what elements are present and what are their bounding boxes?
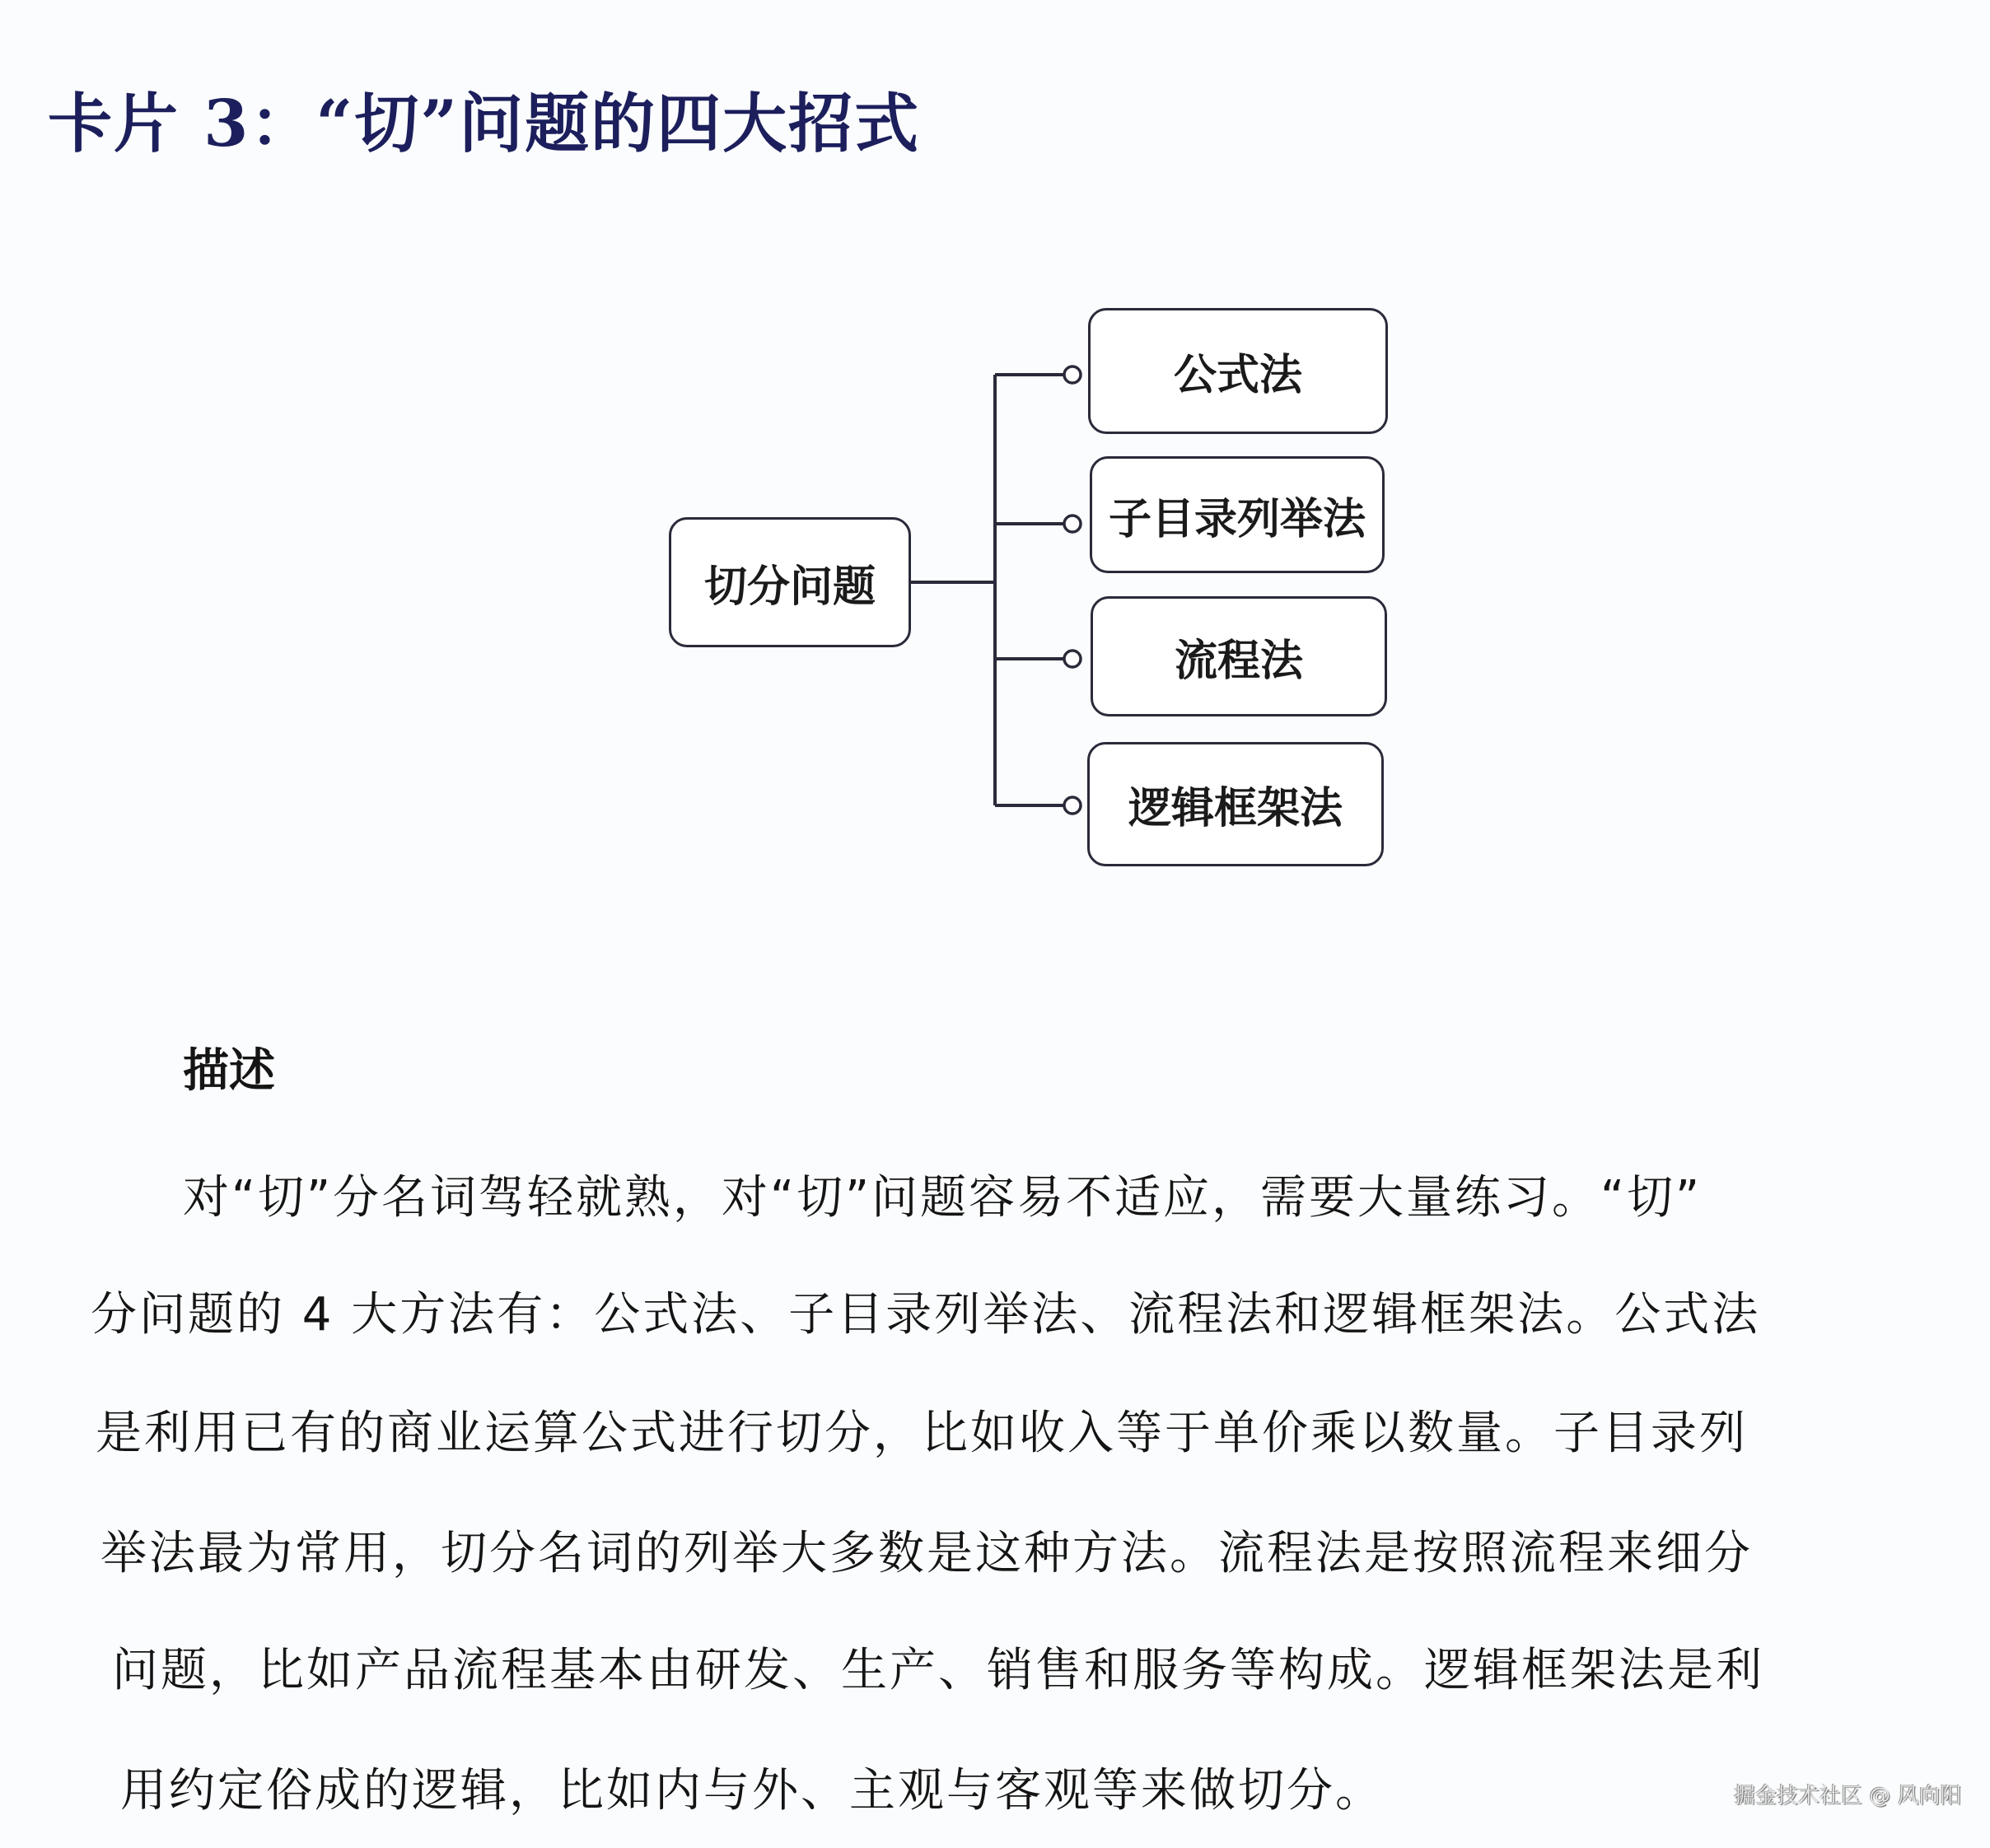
description-line: 分问题的 4 大方法有：公式法、子目录列举法、流程法和逻辑框架法。公式法 — [91, 1288, 1761, 1342]
description-heading: 描述 — [183, 1044, 275, 1098]
description-line: 对“切”分名词驾轻就熟，对“切”问题容易不适应，需要大量练习。“切” — [183, 1171, 1703, 1225]
description-line: 问题，比如产品流程基本由研发、生产、销售和服务等构成。逻辑框架法是利 — [112, 1644, 1764, 1697]
diagram-node-formula: 公式法 — [1088, 308, 1388, 434]
watermark: 掘金技术社区 @ 风向阳 — [1734, 1784, 1962, 1808]
description-line: 举法最为常用，切分名词的列举大多数是这种方法。流程法是按照流程来细分 — [100, 1527, 1753, 1580]
diagram-node-process: 流程法 — [1091, 596, 1387, 716]
card-title: 卡片 3：“切”问题的四大招式 — [48, 86, 921, 161]
description-line: 用约定俗成的逻辑，比如内与外、主观与客观等来做切分。 — [120, 1764, 1384, 1818]
diagram-node-subdirectory: 子目录列举法 — [1090, 456, 1385, 573]
diagram-root-node: 切分问题 — [669, 517, 911, 647]
description-line: 是利用已有的商业运算公式进行切分，比如收入等于单价乘以数量。子目录列 — [96, 1407, 1748, 1460]
diagram-node-logic-framework: 逻辑框架法 — [1087, 742, 1384, 866]
